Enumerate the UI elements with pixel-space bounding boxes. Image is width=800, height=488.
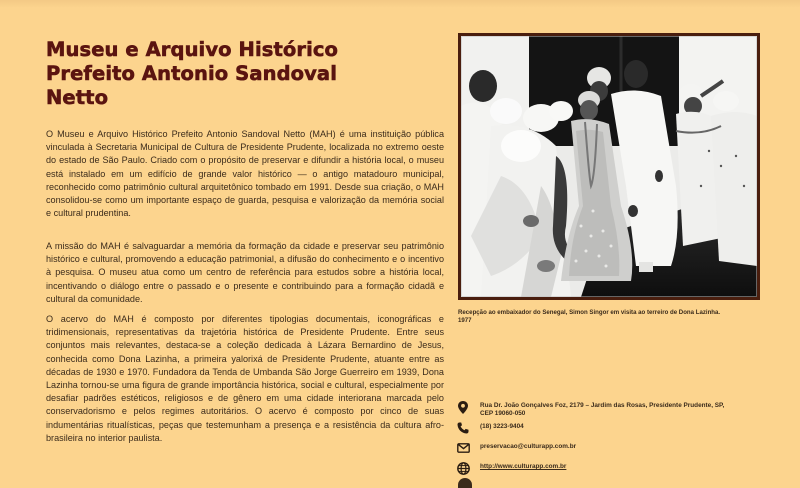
photo-frame xyxy=(458,33,760,300)
mail-icon xyxy=(456,441,470,455)
website-link[interactable]: http://www.culturapp.com.br xyxy=(480,463,567,471)
caption-year: 1977 xyxy=(458,317,472,325)
contact-address xyxy=(456,400,796,418)
address-line-1: Rua Dr. João Gonçalves Foz, 2179 – Jardim das Rosas, Presidente Prudente, SP, xyxy=(480,402,725,409)
contact-list xyxy=(456,400,796,481)
contact-email xyxy=(456,441,796,455)
title-line-2: Prefeito Antonio Sandoval xyxy=(46,62,337,85)
phone-icon xyxy=(456,421,470,435)
address-line-2: CEP 19060-050 xyxy=(480,410,526,418)
historical-photo xyxy=(461,36,757,297)
paragraph-collection: O acervo do MAH é composto por diferentes tipologias documentais, iconográficas e tridimensionais, representativas da trajetória histórica de Presidente Prudente. Entre seus conjuntos mais relevantes, destaca-se a coleção dedicada à Lázara Bernardino de Jesus, conhecida como Dona Lazinha, a primeira yalorixá de Presidente Prudente, atuante entre as décadas de 1930 e 1970. Fundadora da Tenda de Umbanda São Jorge Guerreiro em 1939, Dona Lazinha tornou-se uma figura de grande importância histórica, social e cultural, especialmente por desafiar padrões estéticos, religiosos e de gênero em uma cidade interiorana marcada pelo conservadorismo e pelos regimes autoritários. O acervo é composto por cinco de suas indumentárias ritualísticas, peças que testemunham a presença e a resistência da cultura afro-brasileira no interior paulista. xyxy=(46,314,444,443)
contact-phone xyxy=(456,421,796,435)
globe-icon xyxy=(456,461,470,475)
address-text xyxy=(480,400,724,418)
photo-caption xyxy=(458,309,768,326)
title-line-1: Museu e Arquivo Histórico xyxy=(46,38,339,61)
paragraph-mission: A missão do MAH é salvaguardar a memória da formação da cidade e preservar seu patrimônio histórico e cultural, promovendo a educação patrimonial, a difusão do conhecimento e o incentivo à pesquisa. O museu atua como um centro de referência para estudos sobre a história local, incentivando o diálogo entre o passado e o presente e contribuindo para a formação cidadã e cultural da comunidade. xyxy=(46,241,444,304)
page-title xyxy=(46,38,446,110)
social-icon-partial xyxy=(458,478,472,488)
title-line-3: Netto xyxy=(46,86,109,109)
email-link[interactable]: preservacao@culturapp.com.br xyxy=(480,443,577,451)
contact-website xyxy=(456,461,796,475)
paragraph-intro: O Museu e Arquivo Histórico Prefeito Antonio Sandoval Netto (MAH) é uma instituição pública vinculada à Secretaria Municipal de Cultura de Presidente Prudente, localizada no extremo oeste do estado de São Paulo. Criado com o propósito de preservar e difundir a história local, o museu está instalado em um edifício de grande valor histórico — o antigo matadouro municipal, reconhecido como patrimônio cultural arquitetônico tombado em 1991. Desde sua criação, o MAH consolidou-se como um importante espaço de guarda, pesquisa e valorização da memória social e cultural prudentina. xyxy=(46,129,444,219)
phone-text[interactable]: (18) 3223-9404 xyxy=(480,423,524,431)
photo-illustration xyxy=(461,36,757,297)
caption-text: Recepção ao embaixador do Senegal, Simon Singor em visita ao terreiro de Dona Lazinha. xyxy=(458,309,721,316)
page-top-edge xyxy=(0,0,800,8)
map-pin-icon xyxy=(456,400,470,414)
